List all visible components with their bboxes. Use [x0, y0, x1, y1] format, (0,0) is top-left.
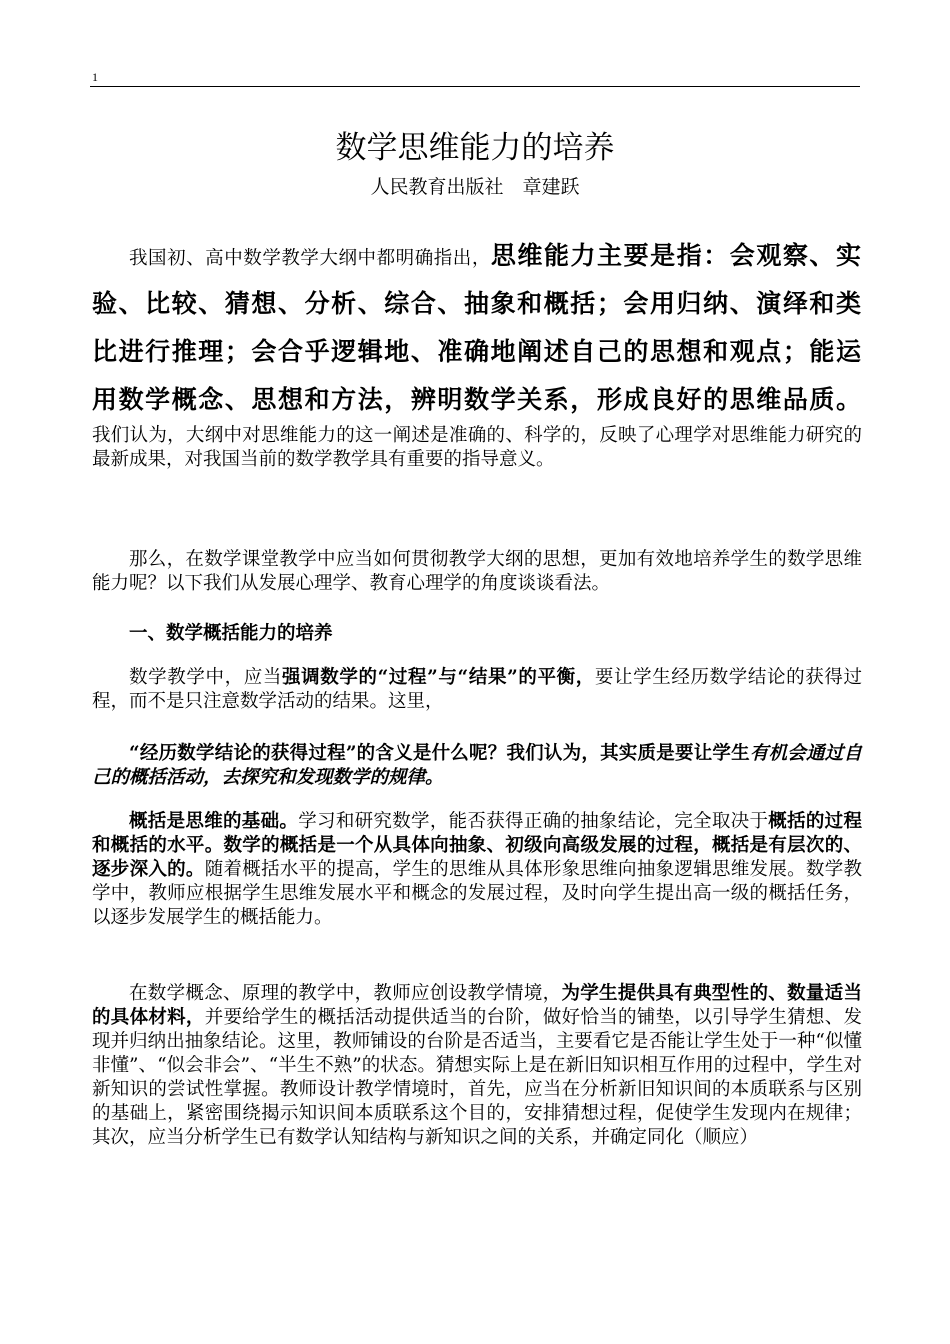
header-rule — [90, 86, 860, 87]
document-subtitle: 人民教育出版社 章建跃 — [370, 176, 580, 198]
paragraph-4-italic: 有机会通过自己的概括活动，去探究和发现数学的规律。 — [92, 743, 862, 788]
intro-tail: 我们认为，大纲中对思维能力的这一阐述是准确的、科学的，反映了心理学对思维能力研究的最新成果，对我国当前的数学教学具有重要的指导意义。 — [92, 425, 862, 470]
paragraph-6-emphasis: 为学生提供具有典型性的、数量适当的具体材料， — [92, 983, 862, 1028]
paragraph-4 — [92, 742, 862, 790]
paragraph-5-emphasis: 概括的过程和概括的水平。数学的概括是一个从具体向抽象、初级向高级发展的过程，概括是有层次的、逐步深入的。 — [92, 811, 862, 880]
page-number: 1 — [92, 70, 98, 84]
intro-emphasis: 思维能力主要是指：会观察、实验、比较、猜想、分析、综合、抽象和概括；会用归纳、演绎和类比进行推理；会合乎逻辑地、准确地阐述自己的思想和观点；能运用数学概念、思想和方法，辨明数学关系，形成良好的思维品质。 — [92, 241, 862, 414]
paragraph-3-emphasis: 强调数学的“过程”与“结果”的平衡， — [282, 667, 595, 688]
paragraph-5-part-b: 学习和研究数学，能否获得正确的抽象结论，完全取决于 — [298, 811, 769, 832]
paragraph-6-part-c: 并要给学生的概括活动提供适当的台阶，做好恰当的铺垫，以引导学生猜想、发现并归纳出抽象结论。这里，教师铺设的台阶是否适当，主要看它是否能让学生处于一种“似懂非懂”、“似会非会”、“半生不熟”的状态。猜想实际上是在新旧知识相互作用的过程中，学生对新知识的尝试性掌握。教师设计教学情境时，首先，应当在分析新旧知识间的本质联系与区别的基础上，紧密围绕揭示知识间本质联系这个目的，安排猜想过程，促使学生发现内在规律；其次，应当分析学生已有数学认知结构与新知识之间的关系，并确定同化（顺应） — [92, 1007, 862, 1148]
section-heading-1: 一、数学概括能力的培养 — [129, 623, 333, 644]
intro-paragraph — [92, 232, 862, 472]
paragraph-2: 那么，在数学课堂教学中应当如何贯彻教学大纲的思想，更加有效地培养学生的数学思维能力呢？以下我们从发展心理学、教育心理学的角度谈谈看法。 — [92, 549, 862, 594]
document-title: 数学思维能力的培养 — [335, 130, 615, 166]
paragraph-6 — [92, 982, 862, 1150]
paragraph-3-part-c: 要让学生经历数学结论的获得过程，而不是只注意数学活动的结果。这里， — [92, 667, 862, 712]
paragraph-5-part-d: 随着概括水平的提高，学生的思维从具体形象思维向抽象逻辑思维发展。数学教学中，教师应根据学生思维发展水平和概念的发展过程，及时向学生提出高一级的概括任务，以逐步发展学生的概括能力。 — [92, 859, 862, 928]
paragraph-3 — [92, 666, 862, 714]
intro-lead: 我国初、高中数学教学大纲中都明确指出， — [129, 248, 491, 269]
paragraph-5-lead: 概括是思维的基础。 — [129, 811, 299, 832]
paragraph-3-part-a: 数学教学中，应当 — [129, 667, 283, 688]
paragraph-6-part-a: 在数学概念、原理的教学中，教师应创设教学情境， — [129, 983, 562, 1004]
paragraph-4-part-a: “经历数学结论的获得过程”的含义是什么呢？我们认为，其实质是要让学生 — [129, 743, 750, 764]
paragraph-5 — [92, 810, 862, 930]
